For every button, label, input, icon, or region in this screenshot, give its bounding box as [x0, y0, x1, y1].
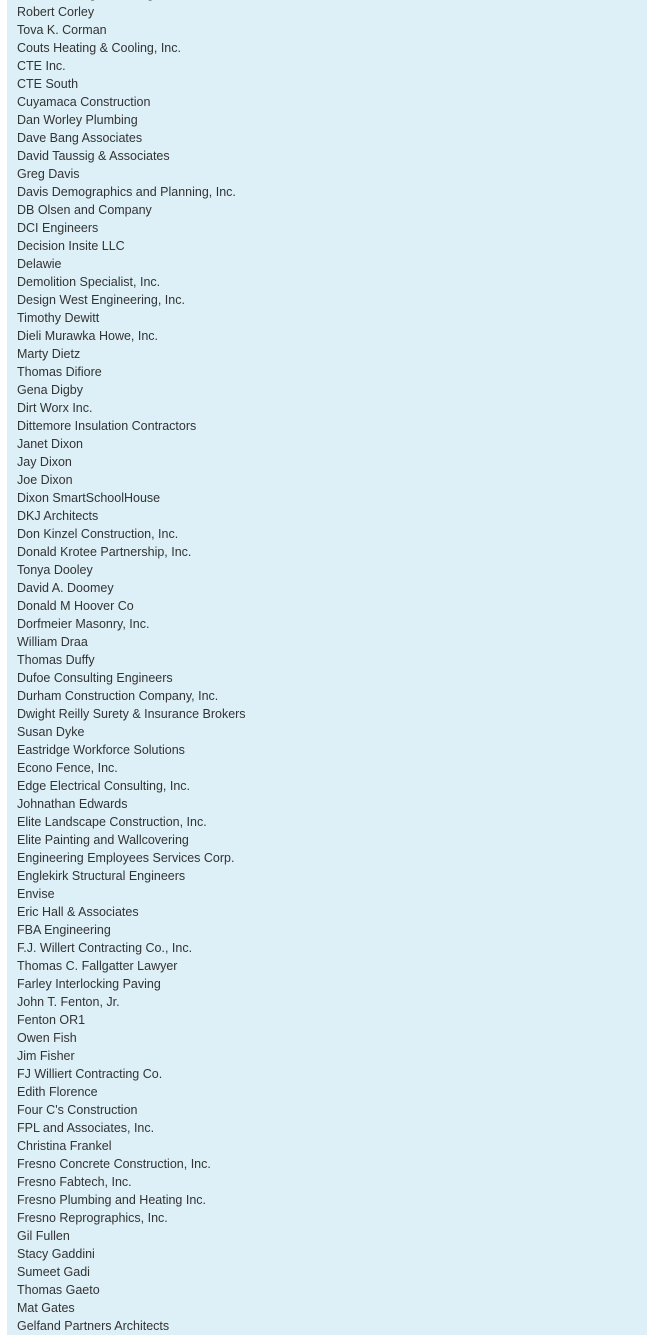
list-item: Eric Hall & Associates [17, 905, 139, 919]
list-item: Tonya Dooley [17, 563, 93, 577]
list-item: Thomas C. Fallgatter Lawyer [17, 959, 178, 973]
list-item: Demolition Specialist, Inc. [17, 275, 161, 289]
list-item: Davis Demographics and Planning, Inc. [17, 185, 236, 199]
list-item: CTE South [17, 77, 79, 91]
list-item: Fresno Fabtech, Inc. [17, 1175, 132, 1189]
list-item: FPL and Associates, Inc. [17, 1121, 155, 1135]
list-item: Elite Painting and Wallcovering [17, 833, 189, 847]
list-item: F.J. Willert Contracting Co., Inc. [17, 941, 193, 955]
list-item: Eastridge Workforce Solutions [17, 743, 185, 757]
contractor-list-panel [7, 0, 647, 1335]
list-item: Fenton OR1 [17, 1013, 86, 1027]
list-item: Dave Bang Associates [17, 131, 143, 145]
list-item: Dittemore Insulation Contractors [17, 419, 197, 433]
list-item: Joe Dixon [17, 473, 73, 487]
list-item: DCI Engineers [17, 221, 99, 235]
list-item: Cuyamaca Construction [17, 95, 151, 109]
list-item: Durham Construction Company, Inc. [17, 689, 219, 703]
list-item: Marty Dietz [17, 347, 81, 361]
list-item: Thomas Difiore [17, 365, 102, 379]
list-item: Englekirk Structural Engineers [17, 869, 186, 883]
list-item: Design West Engineering, Inc. [17, 293, 185, 307]
list-item: Four C's Construction [17, 1103, 138, 1117]
list-item: Janet Dixon [17, 437, 84, 451]
list-item: Delawie [17, 257, 62, 271]
list-item: Engineering Employees Services Corp. [17, 851, 235, 865]
list-item: Elite Landscape Construction, Inc. [17, 815, 207, 829]
list-item: Edith Florence [17, 1085, 98, 1099]
list-item: David A. Doomey [17, 581, 114, 595]
list-item: Greg Davis [17, 167, 80, 181]
list-item: John T. Fenton, Jr. [17, 995, 120, 1009]
list-item: Tova K. Corman [17, 23, 107, 37]
list-item: Christina Frankel [17, 1139, 112, 1153]
list-item: Johnathan Edwards [17, 797, 128, 811]
list-item: Econo Fence, Inc. [17, 761, 118, 775]
list-item: Gelfand Partners Architects [17, 1319, 170, 1333]
list-item: DB Olsen and Company [17, 203, 152, 217]
list-item: David Taussig & Associates [17, 149, 170, 163]
list-item: Envise [17, 887, 55, 901]
list-item: Couts Heating & Cooling, Inc. [17, 41, 181, 55]
list-item: Fresno Concrete Construction, Inc. [17, 1157, 211, 1171]
list-item: Timothy Dewitt [17, 311, 100, 325]
contractor-name-list [17, 0, 246, 1335]
list-item: Edge Electrical Consulting, Inc. [17, 779, 191, 793]
list-item: Dan Worley Plumbing [17, 113, 138, 127]
list-item: Owen Fish [17, 1031, 77, 1045]
list-item: Don Kinzel Construction, Inc. [17, 527, 179, 541]
list-item: Sumeet Gadi [17, 1265, 90, 1279]
list-item: Gena Digby [17, 383, 84, 397]
list-item: Jay Dixon [17, 455, 72, 469]
list-item: FJ Williert Contracting Co. [17, 1067, 163, 1081]
list-item: Dorfmeier Masonry, Inc. [17, 617, 150, 631]
list-item: Dieli Murawka Howe, Inc. [17, 329, 159, 343]
list-item: Decision Insite LLC [17, 239, 125, 253]
list-item: Donald Krotee Partnership, Inc. [17, 545, 192, 559]
list-item: FBA Engineering [17, 923, 111, 937]
list-item: Fresno Plumbing and Heating Inc. [17, 1193, 206, 1207]
list-item: Mat Gates [17, 1301, 75, 1315]
list-item: CTE Inc. [17, 59, 66, 73]
list-item: Gil Fullen [17, 1229, 70, 1243]
list-item: Robert Corley [17, 5, 95, 19]
list-item: Stacy Gaddini [17, 1247, 95, 1261]
list-item: Jim Fisher [17, 1049, 75, 1063]
list-item: Dufoe Consulting Engineers [17, 671, 173, 685]
list-item: Dixon SmartSchoolHouse [17, 491, 161, 505]
list-item: Thomas Duffy [17, 653, 95, 667]
list-item: Dwight Reilly Surety & Insurance Brokers [17, 707, 246, 721]
list-item: Thomas Gaeto [17, 1283, 100, 1297]
list-item: Fresno Reprographics, Inc. [17, 1211, 168, 1225]
list-item: William Draa [17, 635, 88, 649]
list-item: DKJ Architects [17, 509, 99, 523]
list-item: Susan Dyke [17, 725, 85, 739]
list-item: Farley Interlocking Paving [17, 977, 161, 991]
list-item: Dirt Worx Inc. [17, 401, 93, 415]
list-item: Donald M Hoover Co [17, 599, 134, 613]
